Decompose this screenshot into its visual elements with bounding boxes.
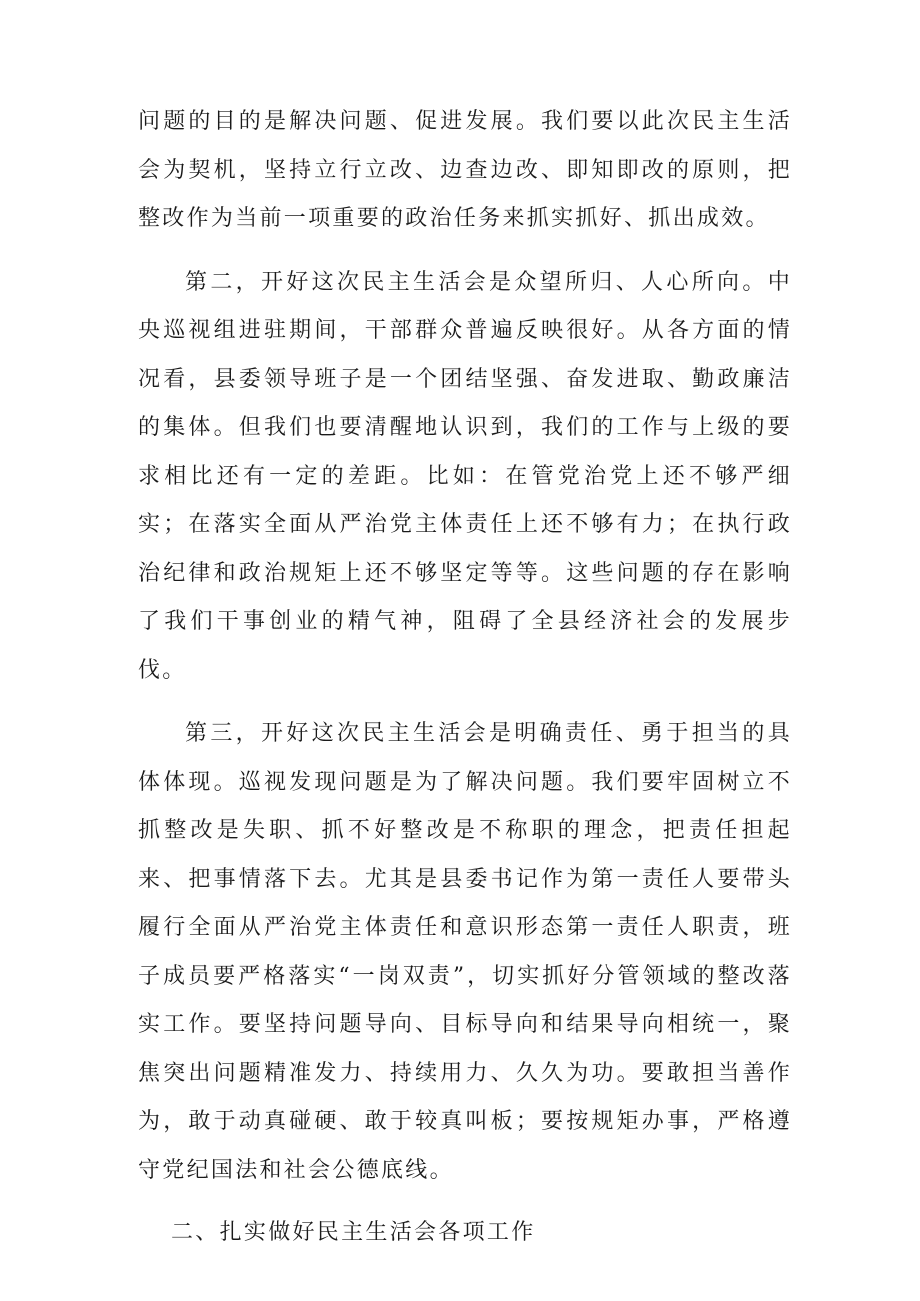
paragraph-continuation: 问题的目的是解决问题、促进发展。我们要以此次民主生活会为契机，坚持立行立改、边查边改、即知即改的原则，把整改作为当前一项重要的政治任务来抓实抓好、抓出成效。 xyxy=(138,109,792,231)
section-heading: 二、扎实做好民主生活会各项工作 xyxy=(171,1220,536,1245)
paragraph-third-point: 第三，开好这次民主生活会是明确责任、勇于担当的具体体现。巡视发现问题是为了解决问题。我们要牢固树立不抓整改是失职、抓不好整改是不称职的理念，把责任担起来、把事情落下去。尤其是县委书记作为第一责任人要带头履行全面从严治党主体责任和意识形态第一责任人职责，班子成员要严格落实“一岗双责”，切实抓好分管领域的整改落实工作。要坚持问题导向、目标导向和结果导向相统一，聚焦突出问题精准发力、持续用力、久久为功。要敢担当善作为，敢于动真碰硬、敢于较真叫板；要按规矩办事，严格遵守党纪国法和社会公德底线。 xyxy=(138,721,792,1183)
paragraph-second-point: 第二，开好这次民主生活会是众望所归、人心所向。中央巡视组进驻期间，干部群众普遍反映很好。从各方面的情况看，县委领导班子是一个团结坚强、奋发进取、勤政廉洁的集体。但我们也要清醒地认识到，我们的工作与上级的要求相比还有一定的差距。比如：在管党治党上还不够严细实；在落实全面从严治党主体责任上还不够有力；在执行政治纪律和政治规矩上还不够坚定等等。这些问题的存在影响了我们干事创业的精气神，阻碍了全县经济社会的发展步伐。 xyxy=(138,269,792,683)
